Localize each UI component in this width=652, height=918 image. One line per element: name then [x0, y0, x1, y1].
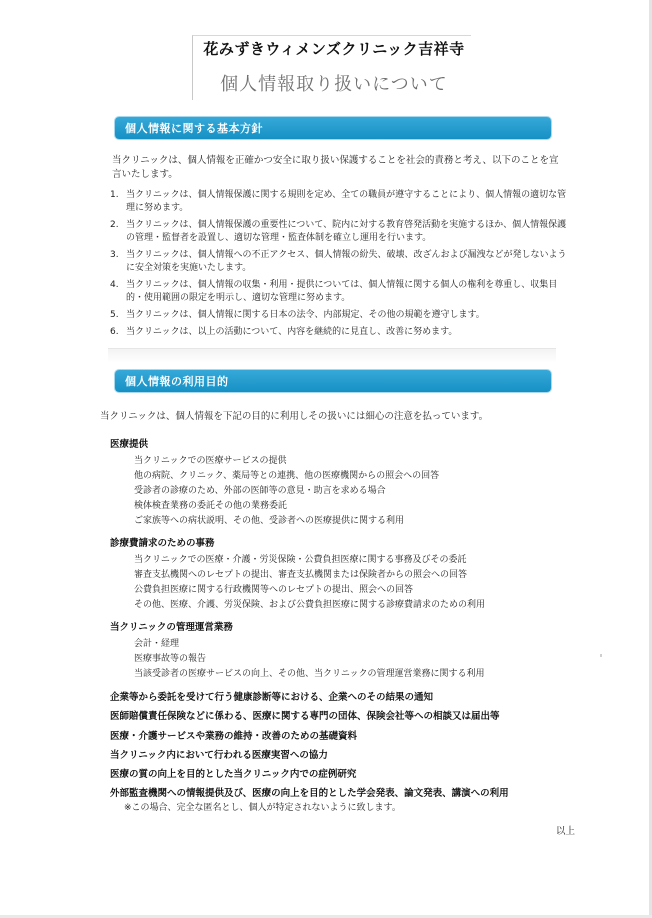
- policy-intro: 当クリニックは、個人情報を正確かつ安全に取り扱い保護することを社会的責務と考え、以下のことを宣言いたします。: [112, 155, 559, 180]
- policy-item: 4. 当クリニックは、個人情報の収集・利用・提供については、個人情報に関する個人の権利を尊重し、収集目的・使用範囲の限定を明示し、適切な管理に努めます。: [110, 280, 558, 303]
- list-item: 検体検査業務の委託その他の業務委託: [134, 501, 288, 511]
- list-item: 当該受診者の医療サービスの向上、その他、当クリニックの管理運営業務に関する利用: [134, 669, 485, 679]
- list-item: ご家族等への病状説明、その他、受診者への医療提供に関する利用: [134, 516, 405, 526]
- policy-item: 3. 当クリニックは、個人情報への不正アクセス、個人情報の紛失、破壊、改ざんおよび漏洩などが発しないように安全対策を実施いたします。: [110, 250, 567, 273]
- group-items-medical: [134, 454, 554, 529]
- section-heading-label: 個人情報の利用目的: [125, 375, 229, 388]
- purpose-heading: 医療・介護サービスや業務の維持・改善のための基礎資料: [110, 731, 358, 742]
- list-item: 審査支払機関へのレセプトの提出、審査支払機関または保険者からの照会への回答: [134, 570, 468, 580]
- section-heading-purpose: [115, 370, 551, 392]
- group-heading-management: 当クリニックの管理運営業務: [110, 622, 233, 633]
- group-heading-medical: 医療提供: [110, 439, 149, 450]
- list-item: その他、医療、介護、労災保険、および公費負担医療に関する診療費請求のための利用: [134, 600, 486, 610]
- purpose-heading: 医療の質の向上を目的とした当クリニック内での症例研究: [110, 769, 357, 780]
- list-item: 当クリニックでの医療・介護・労災保険・公費負担医療に関する事務及びその委託: [134, 555, 467, 565]
- purpose-heading: 当クリニック内において行われる医療実習への協力: [110, 750, 328, 761]
- list-item: 当クリニックでの医療サービスの提供: [134, 456, 287, 466]
- purpose-heading: 医師賠償責任保険などに係わる、医療に関する専門の団体、保険会社等への相談又は届出等: [110, 711, 500, 722]
- policy-item: 1. 当クリニックは、個人情報保護に関する規則を定め、全ての職員が遵守することにより、個人情報の適切な管理に努めます。: [110, 190, 567, 213]
- policy-item: 5. 当クリニックは、個人情報に関する日本の法令、内部規定、その他の規範を遵守します。: [110, 310, 485, 320]
- list-item: 他の病院、クリニック、薬局等との連携、他の医療機関からの照会への回答: [134, 471, 440, 481]
- list-item: 医療事故等の報告: [134, 654, 207, 664]
- group-heading-billing: 診療費請求のための事務: [110, 538, 215, 549]
- policy-item: 2. 当クリニックは、個人情報保護の重要性について、院内に対する教育啓発活動を実施するほか、個人情報保護の管理・監督者を設置し、適切な管理・監査体制を確立し運用を行います。: [110, 220, 567, 243]
- section-divider: [108, 348, 556, 363]
- purpose-intro: 当クリニックは、個人情報を下記の目的に利用しその扱いには細心の注意を払っています。: [100, 411, 489, 422]
- closing-text: 以上: [556, 826, 576, 837]
- document-title: 個人情報取り扱いについて: [220, 74, 448, 95]
- purpose-heading: 企業等から委託を受けて行う健康診断等における、企業へのその結果の通知: [110, 692, 434, 703]
- section-heading-label: 個人情報に関する基本方針: [125, 122, 263, 135]
- list-item: 会計・経理: [134, 639, 180, 649]
- clinic-name: 花みずきウィメンズクリニック吉祥寺: [203, 40, 465, 58]
- purpose-heading: 外部監査機関への情報提供及び、医療の向上を目的とした学会発表、論文発表、講演への利用: [110, 788, 509, 799]
- group-items-billing: [134, 553, 554, 613]
- policy-list: [110, 189, 570, 343]
- list-item: 公費負担医療に関する行政機関等へのレセプトの提出、照会への回答: [134, 585, 414, 595]
- policy-item: 6. 当クリニックは、以上の活動について、内容を継続的に見直し、改善に努めます。: [110, 327, 458, 337]
- section-heading-basic-policy: [115, 117, 551, 139]
- anonymity-note: ※この場合、完全な匿名とし、個人が特定されないように致します。: [124, 803, 401, 813]
- list-item: 受診者の診療のため、外部の医師等の意見・助言を求める場合: [134, 486, 386, 496]
- group-items-management: [134, 637, 554, 682]
- scan-speck: [600, 654, 602, 657]
